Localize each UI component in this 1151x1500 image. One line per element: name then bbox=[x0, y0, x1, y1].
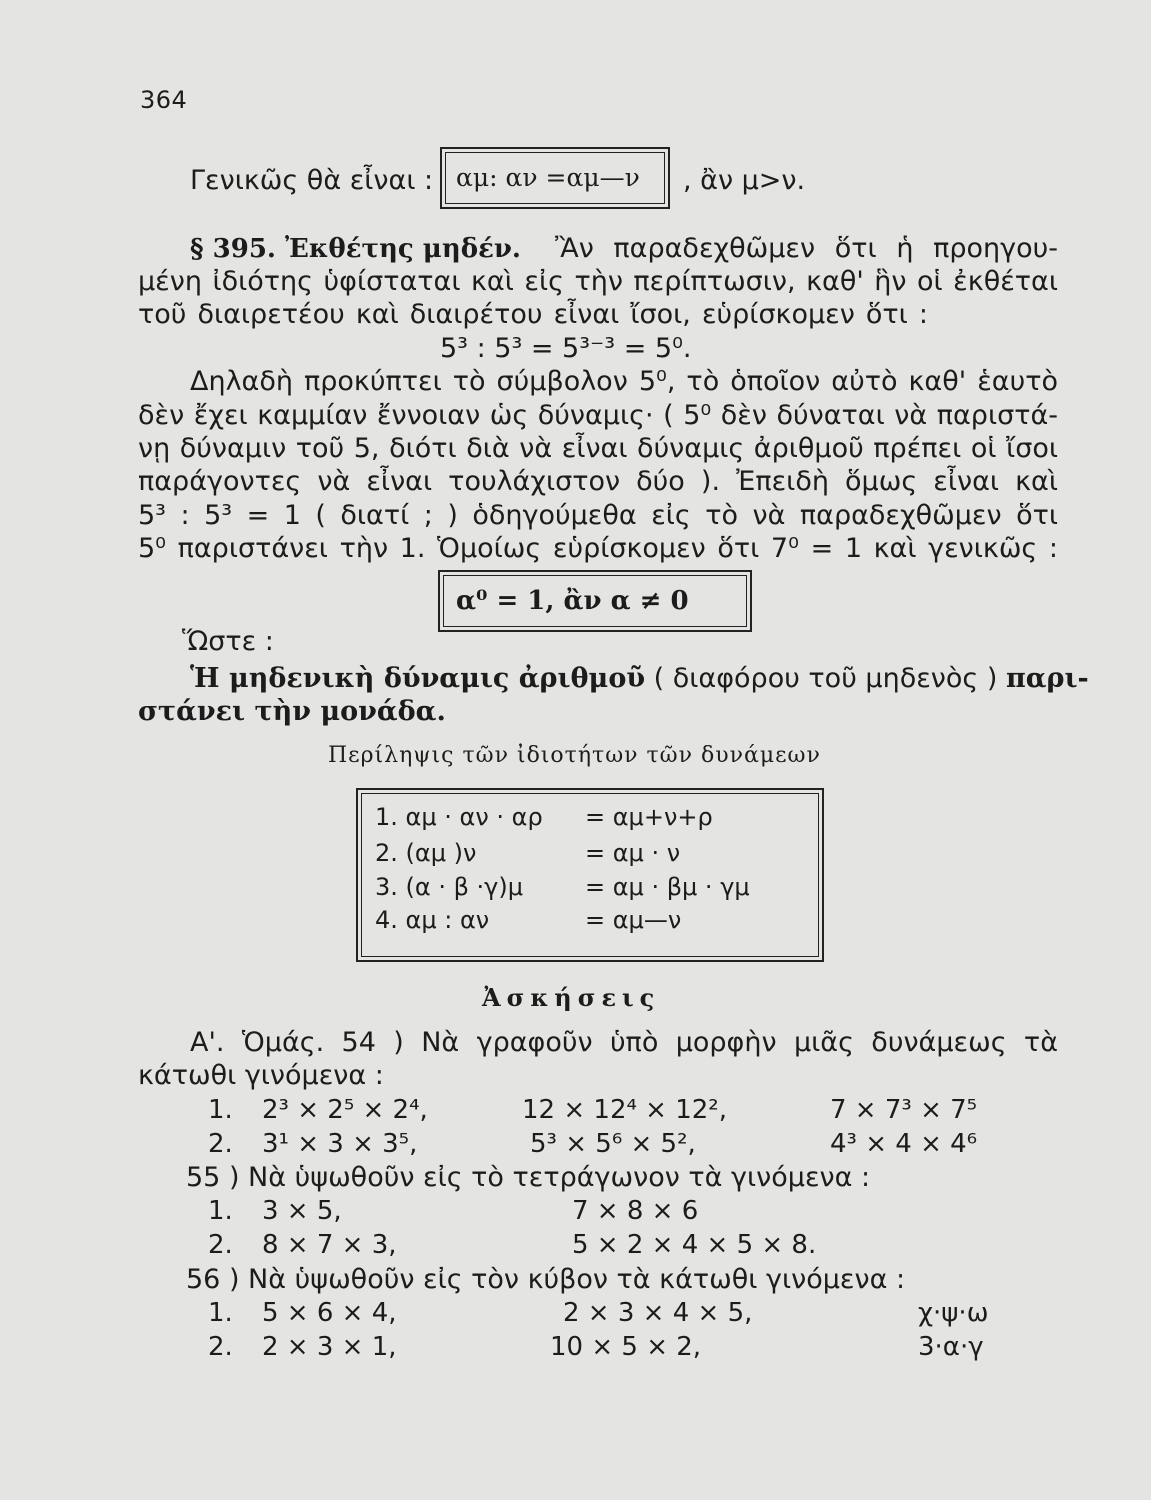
summary-row-3 bbox=[375, 872, 750, 902]
ex56-r1-c2: 2 × 3 × 4 × 5, bbox=[563, 1298, 753, 1328]
ex54-r1-c2: 12 × 12⁴ × 12², bbox=[522, 1095, 727, 1125]
page-number: 364 bbox=[140, 86, 188, 114]
para-line-6: 5⁰ παριστάνει τὴν 1. Ὁμοίως εὑρίσκομεν ὅτι 7⁰ = 1 καὶ γενικῶς : bbox=[138, 533, 1058, 564]
ex54-r1-c3: 7 × 7³ × 7⁵ bbox=[830, 1095, 978, 1125]
general-rule-condition: , ἂν μ>ν. bbox=[683, 165, 806, 196]
summary-title: Περίληψις τῶν ἰδιοτήτων τῶν δυνάμεων bbox=[328, 743, 821, 768]
summary-row-2-rhs: = αμ · ν bbox=[585, 839, 681, 867]
ex55-r1-c2: 7 × 8 × 6 bbox=[572, 1196, 699, 1226]
ex55-r2-c2: 5 × 2 × 4 × 5 × 8. bbox=[572, 1230, 817, 1260]
ex54-r1-num: 1. bbox=[208, 1095, 233, 1125]
ex55-title: 55 ) Νὰ ὑψωθοῦν εἰς τὸ τετράγωνον τὰ γινόμενα : bbox=[186, 1162, 871, 1193]
ex54-r1-c1: 2³ × 2⁵ × 2⁴, bbox=[262, 1095, 428, 1125]
ex56-r1-c1: 5 × 6 × 4, bbox=[262, 1298, 397, 1328]
conclusion-line-1 bbox=[190, 661, 1089, 697]
conclusion-normal: ( διαφόρου τοῦ μηδενὸς ) bbox=[653, 663, 998, 694]
ex54-r2-c1: 3¹ × 3 × 3⁵, bbox=[262, 1129, 418, 1159]
summary-row-3-lhs: 3. (α · β ·γ)μ bbox=[375, 873, 524, 901]
ex54-r2-c3: 4³ × 4 × 4⁶ bbox=[830, 1129, 978, 1159]
para-line-5: 5³ : 5³ = 1 ( διατί ; ) ὁδηγούμεθα εἰς τὸ νὰ παραδεχθῶμεν ὅτι bbox=[138, 500, 1058, 531]
exercises-heading: Ἀσκήσεις bbox=[482, 983, 661, 1012]
section-equation: 5³ : 5³ = 5³⁻³ = 5⁰. bbox=[440, 333, 692, 364]
para-line-2: δὲν ἔχει καμμίαν ἔννοιαν ὡς δύναμις· ( 5⁰ δὲν δύναται νὰ παριστά- bbox=[138, 400, 1058, 431]
ex55-r2-num: 2. bbox=[208, 1230, 233, 1260]
summary-row-3-rhs: = αμ · βμ · γμ bbox=[585, 873, 750, 901]
summary-row-1-lhs: 1. αμ · αν · αρ bbox=[375, 803, 543, 831]
ex55-r1-num: 1. bbox=[208, 1196, 233, 1226]
general-rule-formula: αμ: αν =αμ—ν bbox=[456, 163, 640, 192]
ex54-r2-c2: 5³ × 5⁶ × 5², bbox=[530, 1129, 696, 1159]
ex56-r2-c1: 2 × 3 × 1, bbox=[262, 1332, 397, 1362]
ex56-r1-num: 1. bbox=[208, 1298, 233, 1328]
exercise-group-line-2: κάτωθι γινόμενα : bbox=[138, 1060, 384, 1091]
summary-row-2-lhs: 2. (αμ )ν bbox=[375, 839, 477, 867]
section-line-1: Ἂν παραδεχθῶμεν ὅτι ἡ προηγου- bbox=[555, 233, 1058, 264]
ex56-r2-c2: 10 × 5 × 2, bbox=[550, 1332, 702, 1362]
summary-row-4-lhs: 4. αμ : αν bbox=[375, 906, 490, 934]
hoste: Ὥστε : bbox=[182, 626, 274, 657]
ex56-r2-num: 2. bbox=[208, 1332, 233, 1362]
summary-row-1 bbox=[375, 802, 713, 832]
exercise-group-line-1: Α'. Ὁμάς. 54 ) Νὰ γραφοῦν ὑπὸ μορφὴν μιᾶς δυνάμεως τὰ bbox=[190, 1027, 1058, 1058]
ex55-r2-c1: 8 × 7 × 3, bbox=[262, 1230, 397, 1260]
ex54-r2-num: 2. bbox=[208, 1129, 233, 1159]
para-line-4: παράγοντες νὰ εἶναι τουλάχιστον δύο ). Ἐπειδὴ ὅμως εἶναι καὶ bbox=[138, 466, 1058, 497]
section-heading: § 395. Ἐκθέτης μηδέν. bbox=[190, 234, 521, 264]
conclusion-line-2: στάνει τὴν μονάδα. bbox=[138, 696, 446, 727]
section-line-3: τοῦ διαιρετέου καὶ διαιρέτου εἶναι ἴσοι, εὑρίσκομεν ὅτι : bbox=[138, 299, 928, 330]
summary-row-1-rhs: = αμ+ν+ρ bbox=[585, 803, 713, 831]
para-line-3: νῃ δύναμιν τοῦ 5, διότι διὰ νὰ εἶναι δύναμις ἀριθμοῦ πρέπει οἱ ἴσοι bbox=[138, 433, 1058, 464]
zero-formula: α⁰ = 1, ἂν α ≠ 0 bbox=[456, 586, 689, 616]
conclusion-bold-2: παρι- bbox=[1005, 663, 1089, 694]
conclusion-bold-1: Ἡ μηδενικὴ δύναμις ἀριθμοῦ bbox=[190, 663, 646, 694]
ex56-title: 56 ) Νὰ ὑψωθοῦν εἰς τὸν κύβον τὰ κάτωθι γινόμενα : bbox=[186, 1264, 906, 1295]
summary-row-4 bbox=[375, 905, 681, 935]
para-line-1: Δηλαδὴ προκύπτει τὸ σύμβολον 5⁰, τὸ ὁποῖον αὐτὸ καθ' ἑαυτὸ bbox=[190, 366, 1058, 397]
ex56-r1-c3: χ·ψ·ω bbox=[918, 1298, 989, 1328]
summary-row-2 bbox=[375, 838, 680, 868]
ex55-r1-c1: 3 × 5, bbox=[262, 1196, 342, 1226]
section-line-2: μένη ἰδιότης ὑφίσταται καὶ εἰς τὴν περίπτωσιν, καθ' ἣν οἱ ἐκθέται bbox=[138, 266, 1058, 297]
summary-row-4-rhs: = αμ—ν bbox=[585, 906, 682, 934]
general-rule-prefix: Γενικῶς θὰ εἶναι : bbox=[190, 165, 434, 196]
ex56-r2-c3: 3·α·γ bbox=[918, 1332, 984, 1362]
